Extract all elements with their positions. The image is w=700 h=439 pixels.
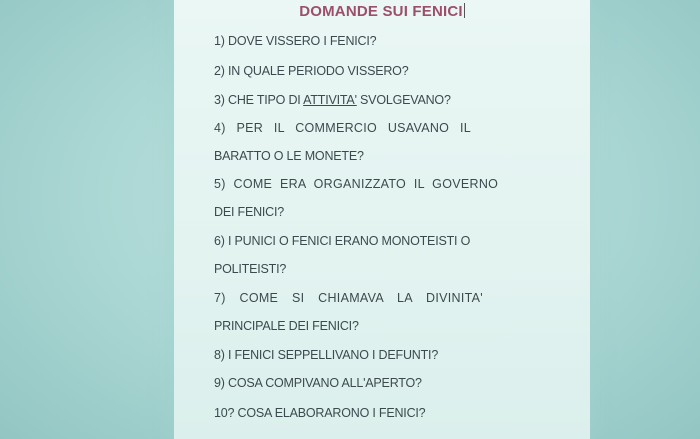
question-3-part-2: SVOLGEVANO? xyxy=(356,93,451,107)
document-title-text: DOMANDE SUI FENICI xyxy=(299,3,463,20)
question-4-line-1: 4) PER IL COMMERCIO USAVANO IL xyxy=(214,121,472,135)
question-8: 8) I FENICI SEPPELLIVANO I DEFUNTI? xyxy=(214,348,439,362)
question-9: 9) COSA COMPIVANO ALL'APERTO? xyxy=(214,376,422,390)
question-1: 1) DOVE VISSERO I FENICI? xyxy=(214,34,377,48)
question-4-line-2: BARATTO O LE MONETE? xyxy=(214,149,364,163)
question-3 xyxy=(214,93,451,107)
question-7-line-1: 7) COME SI CHIAMAVA LA DIVINITA' xyxy=(214,291,483,305)
document-page xyxy=(174,0,590,439)
question-10: 10? COSA ELABORARONO I FENICI? xyxy=(214,406,426,420)
question-3-part-1: 3) CHE TIPO DI xyxy=(214,93,304,107)
text-cursor xyxy=(464,3,465,18)
question-3-underlined-word: ATTIVITA' xyxy=(303,93,357,107)
document-title xyxy=(174,3,590,20)
question-7-line-2: PRINCIPALE DEI FENICI? xyxy=(214,319,359,333)
question-6-line-1: 6) I PUNICI O FENICI ERANO MONOTEISTI O xyxy=(214,234,471,248)
question-6-line-2: POLITEISTI? xyxy=(214,262,287,276)
question-2: 2) IN QUALE PERIODO VISSERO? xyxy=(214,64,409,78)
question-5-line-1: 5) COME ERA ORGANIZZATO IL GOVERNO xyxy=(214,177,499,191)
question-5-line-2: DEI FENICI? xyxy=(214,205,285,219)
